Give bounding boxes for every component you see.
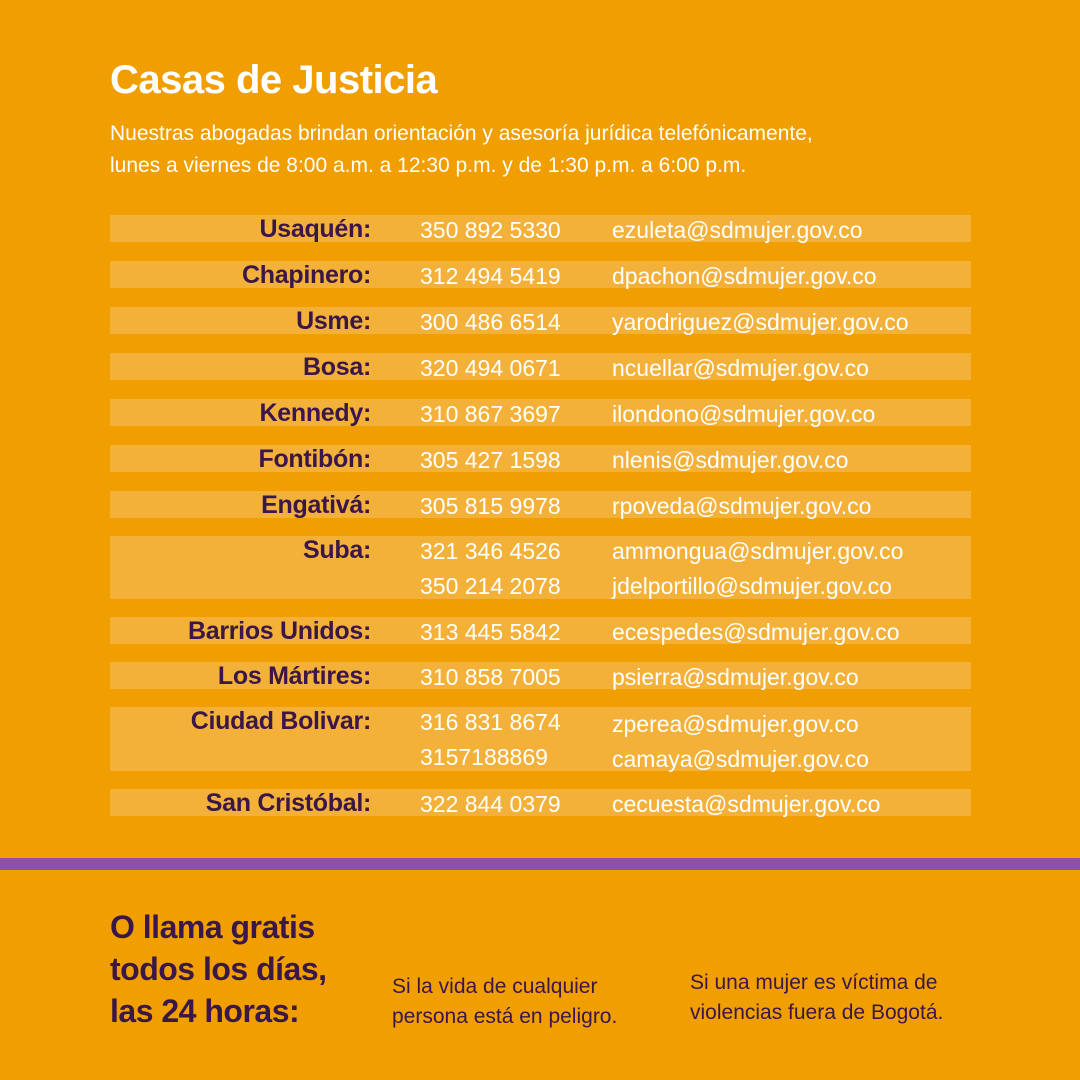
phone-link[interactable]: 310 858 7005: [420, 664, 561, 690]
location-name: Kennedy:: [259, 399, 371, 427]
location-name: Usme:: [296, 307, 371, 335]
location-name: Chapinero:: [242, 261, 371, 289]
heading-line: O llama gratis: [110, 909, 315, 945]
section-divider: [0, 858, 1080, 870]
email-link[interactable]: ezuleta@sdmujer.gov.co: [612, 217, 863, 243]
page-title: Casas de Justicia: [110, 58, 438, 102]
phone-link[interactable]: 320 494 0671: [420, 355, 561, 381]
phone-link[interactable]: 305 815 9978: [420, 493, 561, 519]
email-link[interactable]: yarodriguez@sdmujer.gov.co: [612, 309, 909, 335]
location-name: Bosa:: [303, 353, 371, 381]
phone-link[interactable]: 350 214 2078: [420, 573, 561, 599]
email-link[interactable]: ilondono@sdmujer.gov.co: [612, 401, 876, 427]
subtitle-line: lunes a viernes de 8:00 a.m. a 12:30 p.m. y de 1:30 p.m. a 6:00 p.m.: [110, 154, 747, 177]
phone-link[interactable]: 310 867 3697: [420, 401, 561, 427]
subtitle-line: Nuestras abogadas brindan orientación y asesoría jurídica telefónicamente,: [110, 122, 813, 145]
location-name: Engativá:: [261, 491, 371, 519]
email-link[interactable]: ammongua@sdmujer.gov.co: [612, 538, 904, 564]
heading-line: todos los días,: [110, 951, 327, 987]
phone-link[interactable]: 300 486 6514: [420, 309, 561, 335]
emergency-note: [392, 972, 682, 1032]
email-link[interactable]: rpoveda@sdmujer.gov.co: [612, 493, 872, 519]
email-link[interactable]: cecuesta@sdmujer.gov.co: [612, 791, 881, 817]
phone-link[interactable]: 3157188869: [420, 744, 548, 770]
call-free-heading: [110, 906, 380, 1032]
note-line: Si una mujer es víctima de: [690, 971, 938, 994]
note-line: violencias fuera de Bogotá.: [690, 1001, 944, 1024]
email-link[interactable]: dpachon@sdmujer.gov.co: [612, 263, 877, 289]
email-link[interactable]: psierra@sdmujer.gov.co: [612, 664, 859, 690]
email-link[interactable]: nlenis@sdmujer.gov.co: [612, 447, 849, 473]
phone-link[interactable]: 305 427 1598: [420, 447, 561, 473]
email-link[interactable]: ncuellar@sdmujer.gov.co: [612, 355, 869, 381]
phone-link[interactable]: 321 346 4526: [420, 538, 561, 564]
note-line: Si la vida de cualquier: [392, 975, 598, 998]
phone-link[interactable]: 322 844 0379: [420, 791, 561, 817]
email-link[interactable]: camaya@sdmujer.gov.co: [612, 746, 869, 772]
phone-link[interactable]: 316 831 8674: [420, 709, 561, 735]
email-link[interactable]: zperea@sdmujer.gov.co: [612, 711, 859, 737]
email-link[interactable]: ecespedes@sdmujer.gov.co: [612, 619, 900, 645]
outside-bogota-note: [690, 968, 1010, 1028]
location-name: Los Mártires:: [217, 662, 371, 690]
location-name: Usaquén:: [259, 215, 371, 243]
location-name: San Cristóbal:: [205, 789, 371, 817]
phone-link[interactable]: 350 892 5330: [420, 217, 561, 243]
phone-link[interactable]: 313 445 5842: [420, 619, 561, 645]
note-line: persona está en peligro.: [392, 1005, 618, 1028]
heading-line: las 24 horas:: [110, 993, 300, 1029]
location-name: Barrios Unidos:: [187, 617, 371, 645]
phone-link[interactable]: 312 494 5419: [420, 263, 561, 289]
location-name: Ciudad Bolivar:: [190, 707, 371, 735]
location-name: Fontibón:: [258, 445, 371, 473]
location-name: Suba:: [303, 536, 371, 564]
email-link[interactable]: jdelportillo@sdmujer.gov.co: [612, 573, 892, 599]
